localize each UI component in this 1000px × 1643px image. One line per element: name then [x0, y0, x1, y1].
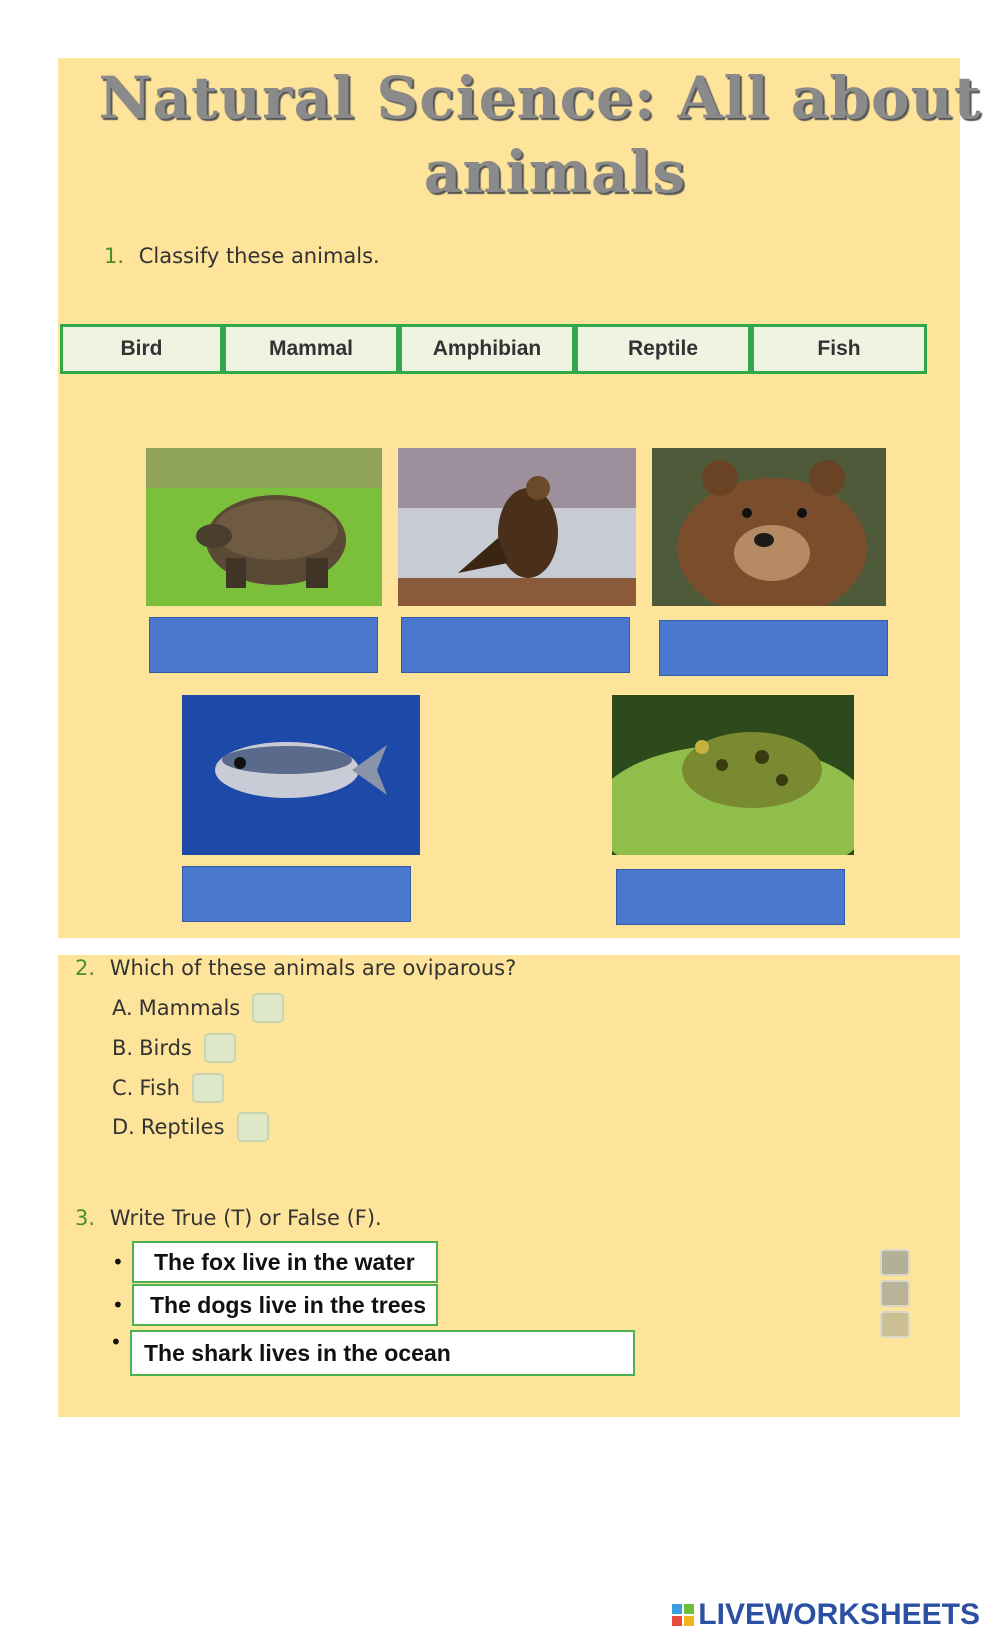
category-bird[interactable]: Bird: [60, 324, 223, 374]
question-1: [104, 244, 380, 268]
category-amphibian[interactable]: Amphibian: [399, 324, 575, 374]
option-b-label: Birds: [139, 1036, 192, 1060]
statement-3-row: [110, 1330, 635, 1376]
option-b-letter: B.: [112, 1036, 134, 1060]
question-2-number: 2.: [75, 956, 96, 980]
logo-grid-icon: [672, 1604, 694, 1626]
question-1-number: 1.: [104, 244, 125, 268]
option-a-checkbox[interactable]: [252, 993, 284, 1023]
bullet-icon: •: [110, 1330, 122, 1354]
category-row: [60, 324, 927, 380]
option-a: [112, 993, 284, 1023]
option-d-letter: D.: [112, 1115, 135, 1139]
option-b: [112, 1033, 236, 1063]
option-d-checkbox[interactable]: [237, 1112, 269, 1142]
category-mammal[interactable]: Mammal: [223, 324, 399, 374]
option-c-letter: C.: [112, 1076, 134, 1100]
statement-2-row: [112, 1284, 438, 1326]
option-a-letter: A.: [112, 996, 133, 1020]
tuna-image: [182, 695, 420, 855]
drop-box-tortoise[interactable]: [149, 617, 378, 673]
drop-box-tuna[interactable]: [182, 866, 411, 922]
option-c-checkbox[interactable]: [192, 1073, 224, 1103]
question-3-number: 3.: [75, 1206, 96, 1230]
option-d-label: Reptiles: [140, 1115, 225, 1139]
category-fish[interactable]: Fish: [751, 324, 927, 374]
eagle-image: [398, 448, 636, 606]
question-3: [75, 1206, 382, 1230]
drop-box-bear[interactable]: [659, 620, 888, 676]
statement-1-row: [112, 1241, 438, 1283]
answer-1-input[interactable]: [880, 1249, 910, 1276]
question-1-text: Classify these animals.: [138, 244, 380, 268]
answer-2-input[interactable]: [880, 1280, 910, 1307]
statement-2: The dogs live in the trees: [132, 1284, 438, 1326]
bullet-icon: •: [112, 1293, 124, 1317]
question-3-text: Write True (T) or False (F).: [109, 1206, 382, 1230]
answer-3-input[interactable]: [880, 1311, 910, 1338]
option-a-label: Mammals: [138, 996, 241, 1020]
statement-1: The fox live in the water: [132, 1241, 438, 1283]
statement-3: The shark lives in the ocean: [130, 1330, 635, 1376]
tortoise-image: [146, 448, 382, 606]
liveworksheets-logo: [672, 1598, 980, 1632]
page-title: Natural Science: All about: [98, 64, 982, 132]
option-c-label: Fish: [139, 1076, 180, 1100]
brand-text: LIVEWORKSHEETS: [698, 1598, 980, 1631]
question-2-text: Which of these animals are oviparous?: [109, 956, 517, 980]
question-2: [75, 956, 516, 980]
option-c: [112, 1073, 224, 1103]
drop-box-frog[interactable]: [616, 869, 845, 925]
option-b-checkbox[interactable]: [204, 1033, 236, 1063]
frog-image: [612, 695, 854, 855]
page-title-line2: animals: [423, 138, 687, 206]
bear-image: [652, 448, 886, 606]
category-reptile[interactable]: Reptile: [575, 324, 751, 374]
bullet-icon: •: [112, 1250, 124, 1274]
option-d: [112, 1112, 269, 1142]
drop-box-eagle[interactable]: [401, 617, 630, 673]
